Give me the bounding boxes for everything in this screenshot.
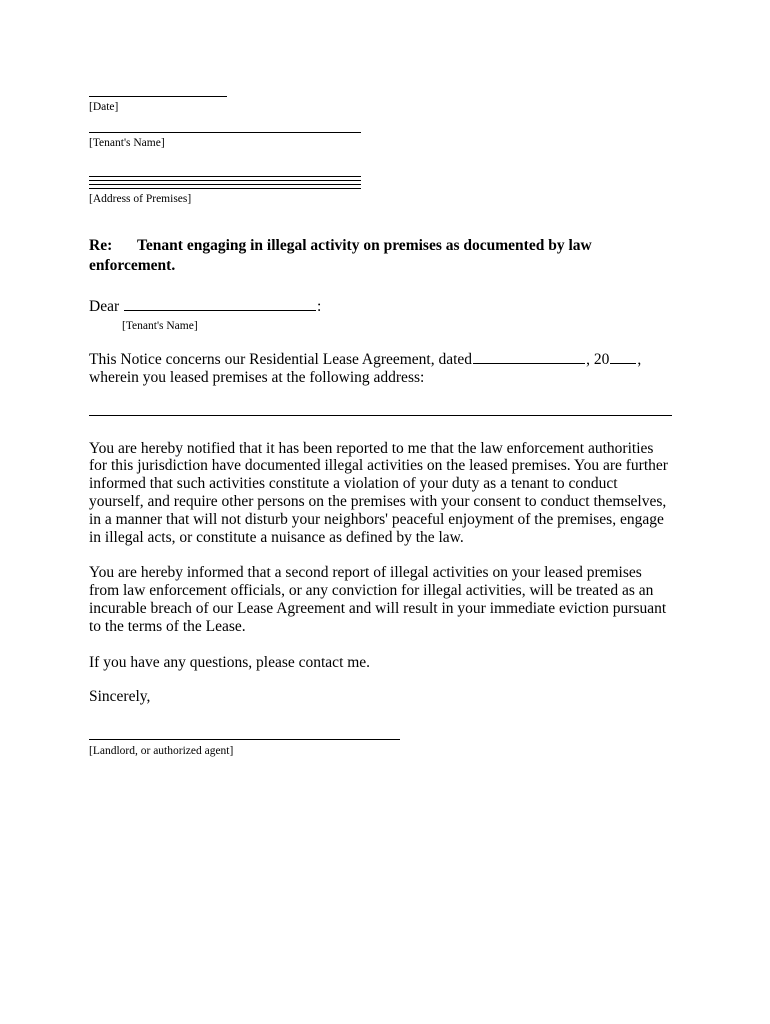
closing-text: Sincerely, — [89, 688, 151, 706]
salutation-line — [89, 297, 674, 317]
date-blank-line — [89, 96, 227, 97]
salutation-caption: [Tenant's Name] — [122, 320, 198, 332]
letter-body — [89, 96, 674, 758]
subject-text: Tenant engaging in illegal activity on premises as documented by law enforcement. — [89, 237, 592, 274]
tenant-name-caption: [Tenant's Name] — [89, 137, 165, 149]
premises-address-blank-line — [89, 415, 672, 416]
paragraph-one: You are hereby notified that it has been reported to me that the law enforcement authorities for this jurisdiction have documented illegal activities on the leased premises. You are further informed that such activities constitute a violation of your duty as a tenant to conduct yourself, and require other persons on the premises with your consent to conduct themselves, in a manner that will not disturb your neighbors' peaceful enjoyment of the premises, engage in illegal acts, or constitute a nuisance as defined by the law. — [89, 439, 668, 546]
salutation-prefix: Dear — [89, 298, 120, 315]
salutation-suffix: : — [317, 298, 322, 315]
address-blank-line-4 — [89, 188, 361, 189]
signature-blank-line — [89, 739, 400, 740]
lease-year-blank — [610, 350, 636, 364]
paragraph-two: You are hereby informed that a second report of illegal activities on your leased premises from law enforcement officials, or any conviction for illegal activities, will be treated as an incurable breach of our Lease Agreement and will result in your immediate eviction pursuant to the terms of the Lease. — [89, 564, 667, 635]
address-blank-line-1 — [89, 176, 361, 177]
lease-reference-part-1: This Notice concerns our Residential Lease Agreement, dated — [89, 351, 473, 368]
address-blank-block — [89, 176, 674, 189]
salutation-blank-line — [124, 297, 316, 311]
subject-line — [89, 236, 674, 276]
lease-reference-part-2: , 20 — [586, 351, 610, 368]
date-caption: [Date] — [89, 101, 119, 113]
tenant-name-blank-line — [89, 132, 361, 133]
address-blank-line-3 — [89, 184, 361, 185]
lease-date-blank — [473, 350, 585, 364]
lease-reference-line-2: wherein you leased premises at the following address: — [89, 368, 425, 386]
address-blank-line-2 — [89, 180, 361, 181]
lease-reference-paragraph — [89, 350, 674, 387]
paragraph-three: If you have any questions, please contact me. — [89, 653, 371, 671]
lease-reference-part-3: , — [637, 351, 642, 368]
subject-label: Re: — [89, 237, 113, 254]
signature-caption: [Landlord, or authorized agent] — [89, 745, 234, 758]
address-caption: [Address of Premises] — [89, 193, 192, 205]
